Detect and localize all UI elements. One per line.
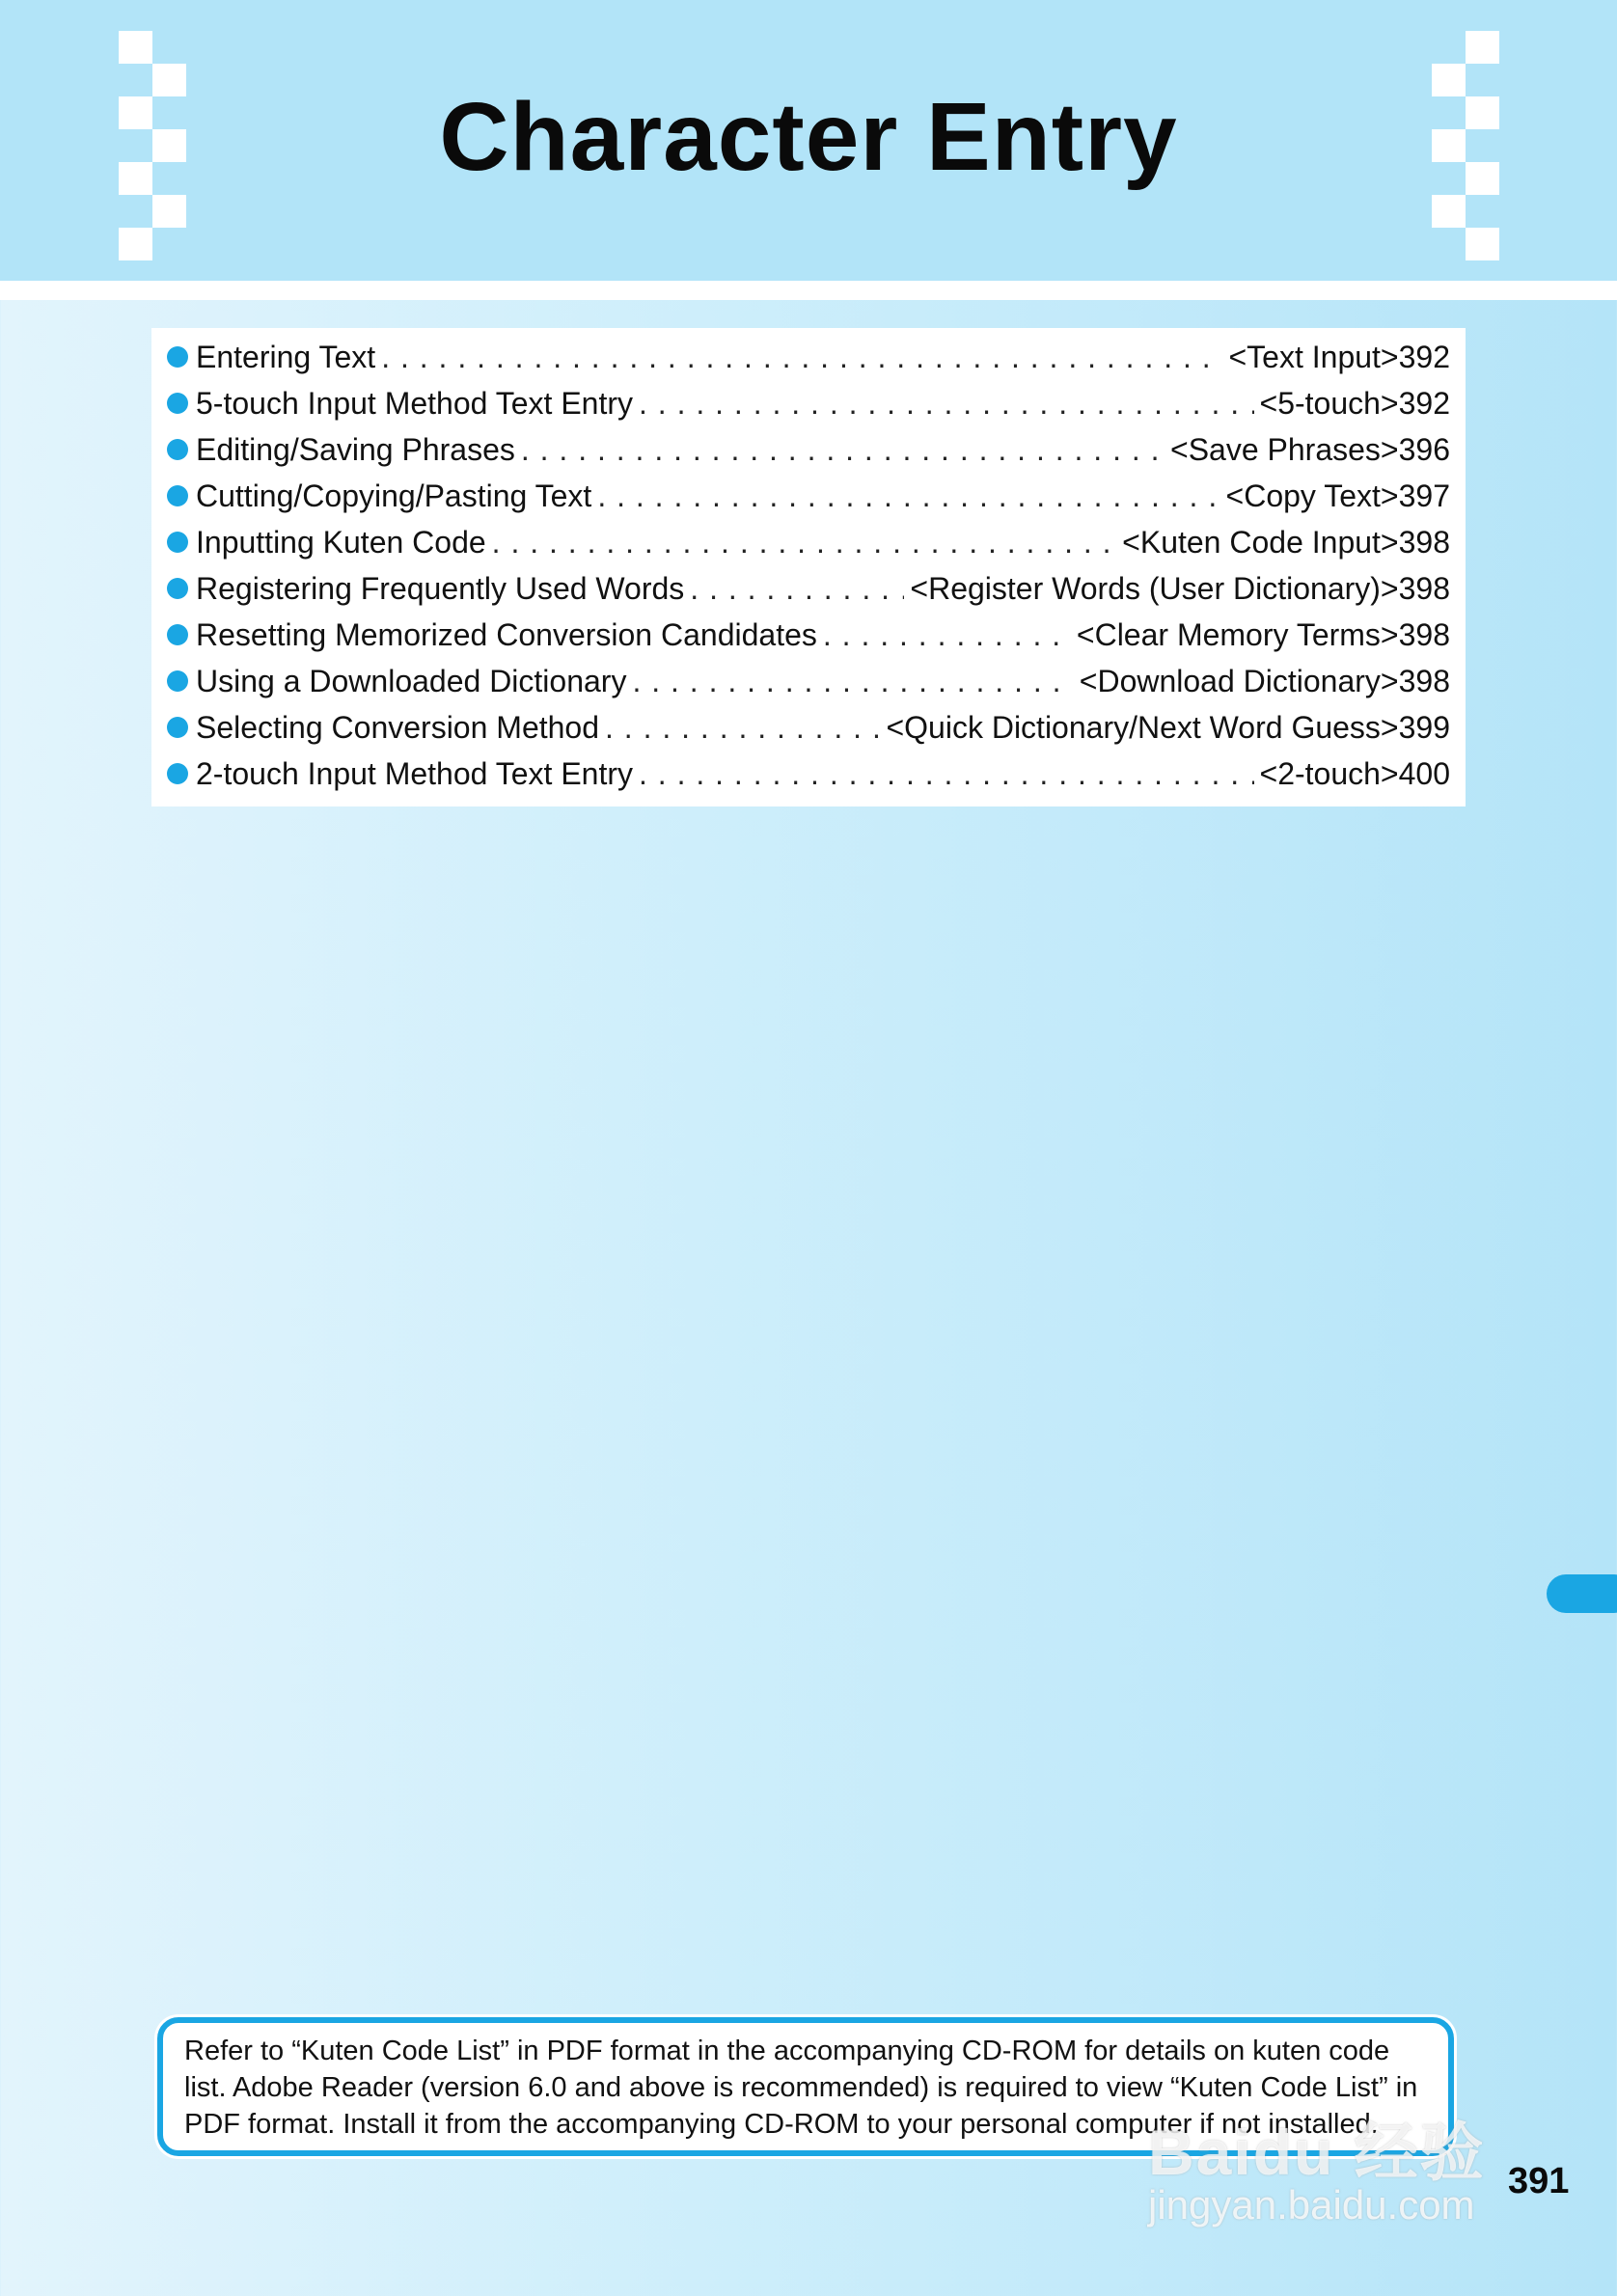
toc-item-title: 2-touch Input Method Text Entry (196, 755, 633, 791)
toc-dot-leader (639, 756, 1254, 792)
bullet-icon (167, 532, 188, 553)
toc-item-reference: <Save Phrases> (1170, 431, 1399, 467)
toc-item[interactable] (167, 704, 1450, 751)
toc-item[interactable] (167, 612, 1450, 658)
toc-item-title: Using a Downloaded Dictionary (196, 663, 627, 698)
toc-dot-leader (381, 340, 1222, 375)
toc-item-reference: <Download Dictionary> (1079, 663, 1399, 698)
toc-item-title: Registering Frequently Used Words (196, 570, 685, 606)
bullet-icon (167, 717, 188, 738)
toc-item[interactable] (167, 334, 1450, 380)
toc-item-reference: <Clear Memory Terms> (1076, 616, 1399, 652)
toc-dot-leader (690, 571, 904, 607)
toc-item-reference: <Copy Text> (1225, 478, 1399, 513)
toc-item-page: 398 (1398, 663, 1450, 698)
toc-item-page: 398 (1398, 524, 1450, 560)
toc-item-title: Inputting Kuten Code (196, 524, 486, 560)
toc-item[interactable] (167, 426, 1450, 473)
toc-item[interactable] (167, 658, 1450, 704)
toc-item-title: Cutting/Copying/Pasting Text (196, 478, 592, 513)
toc-item-page: 400 (1398, 755, 1450, 791)
bullet-icon (167, 439, 188, 460)
toc-item[interactable] (167, 751, 1450, 797)
bullet-icon (167, 624, 188, 645)
toc-dot-leader (632, 664, 1073, 699)
toc-item-page: 392 (1398, 339, 1450, 374)
toc-item-title: Resetting Memorized Conversion Candidates (196, 616, 817, 652)
bullet-icon (167, 763, 188, 784)
toc-list (167, 334, 1450, 797)
page-title: Character Entry (439, 83, 1178, 191)
section-side-tab (1547, 1574, 1617, 1613)
page-number: 391 (1508, 2161, 1570, 2201)
toc-item-page: 397 (1398, 478, 1450, 513)
header-divider (0, 281, 1617, 300)
note-text: Refer to “Kuten Code List” in PDF format in the accompanying CD-ROM for details on kuten code list. Adobe Reader (version 6.0 and above is recommended) is required to view “Kuten Code List” in PDF format. Install it from the accompanying CD-ROM to your personal computer if not installed. (184, 2036, 1418, 2140)
toc-item-page: 392 (1398, 385, 1450, 421)
toc-item-page: 396 (1398, 431, 1450, 467)
toc-dot-leader (639, 386, 1254, 422)
bullet-icon (167, 346, 188, 368)
bullet-icon (167, 485, 188, 506)
toc-item-title: Entering Text (196, 339, 376, 374)
toc-item-title: 5-touch Input Method Text Entry (196, 385, 633, 421)
toc-item-reference: <Text Input> (1228, 339, 1399, 374)
watermark-logo: Baidu 经验 (1148, 2117, 1486, 2188)
toc-item[interactable] (167, 519, 1450, 565)
toc-dot-leader (521, 432, 1165, 468)
toc-dot-leader (823, 617, 1071, 653)
watermark-url: jingyan.baidu.com (1148, 2182, 1475, 2228)
toc-dot-leader (597, 478, 1220, 514)
toc-item-reference: <Register Words (User Dictionary)> (910, 570, 1399, 606)
toc-item-title: Selecting Conversion Method (196, 709, 600, 745)
toc-dot-leader (492, 525, 1116, 560)
toc-item-reference: <5-touch> (1259, 385, 1399, 421)
toc-item-reference: <2-touch> (1259, 755, 1399, 791)
bullet-icon (167, 393, 188, 414)
toc-item-page: 398 (1398, 616, 1450, 652)
toc-item-reference: <Kuten Code Input> (1122, 524, 1399, 560)
toc-item-title: Editing/Saving Phrases (196, 431, 515, 467)
bullet-icon (167, 578, 188, 599)
toc-item-page: 398 (1398, 570, 1450, 606)
toc-item-page: 399 (1398, 709, 1450, 745)
toc-item-reference: <Quick Dictionary/Next Word Guess> (886, 709, 1399, 745)
bullet-icon (167, 670, 188, 692)
toc-item[interactable] (167, 565, 1450, 612)
toc-dot-leader (605, 710, 880, 746)
table-of-contents (151, 328, 1466, 806)
toc-item[interactable] (167, 380, 1450, 426)
toc-item[interactable] (167, 473, 1450, 519)
